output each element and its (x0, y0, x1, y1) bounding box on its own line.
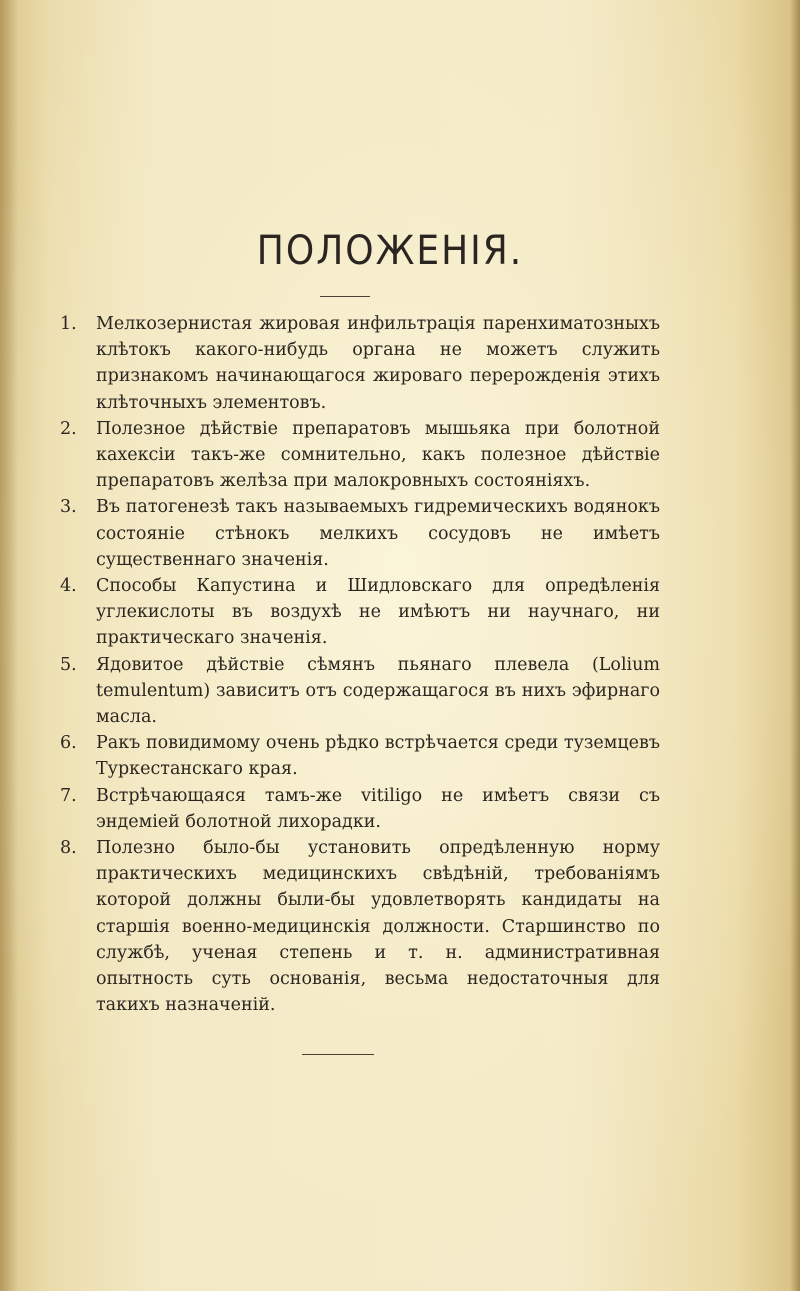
thesis-number: 8. (60, 838, 77, 859)
thesis-number: 4. (60, 576, 77, 597)
thesis-item-3 (60, 494, 660, 573)
thesis-text: Полезное дѣйствіе препаратовъ мышьяка при болотной кахексіи такъ-же сомнительно, какъ полезное дѣйствіе препаратовъ желѣза при малокровныхъ состояніяхъ. (96, 418, 660, 492)
page-title: ПОЛОЖЕНІЯ. (256, 228, 524, 274)
thesis-number: 1. (60, 314, 77, 334)
thesis-number: 2. (60, 418, 77, 439)
thesis-item-8 (60, 835, 660, 1018)
thesis-item-7 (60, 783, 660, 835)
thesis-item-1 (60, 311, 660, 416)
thesis-text: Въ патогенезѣ такъ называемыхъ гидремическихъ водянокъ состояніе стѣнокъ мелкихъ сосудовъ не имѣетъ существеннаго значенія. (96, 497, 660, 570)
thesis-number: 5. (60, 654, 77, 675)
thesis-number: 7. (60, 785, 77, 806)
title-divider (320, 296, 370, 297)
closing-divider (302, 1054, 374, 1055)
thesis-item-2 (60, 416, 660, 495)
thesis-item-5 (60, 652, 660, 731)
theses-list (60, 311, 660, 1018)
thesis-item-4 (60, 573, 660, 652)
thesis-item-6 (60, 730, 660, 782)
page-spine-shadow (0, 0, 18, 1291)
thesis-text: Способы Капустина и Шидловскаго для опредѣленія углекислоты въ воздухѣ не имѣютъ ни научнаго, ни практическаго значенія. (96, 576, 660, 649)
thesis-text: Мелкозернистая жировая инфильтрація паренхиматозныхъ клѣтокъ какого-нибудь органа не можетъ служить признакомъ начинающагося жироваго перерожденія этихъ клѣточныхъ элементовъ. (96, 314, 660, 413)
thesis-text: Ядовитое дѣйствіе сѣмянъ пьянаго плевела (Lolium temulentum) зависитъ отъ содержащагося въ нихъ эфирнаго масла. (96, 654, 660, 728)
thesis-number: 6. (60, 733, 77, 754)
thesis-number: 3. (60, 497, 77, 518)
thesis-text: Полезно было-бы установить опредѣленную норму практическихъ медицинскихъ свѣдѣній, требованіямъ которой должны были-бы удовлетворять кандидаты на старшія военно-медицинскія должности. Старшинство по службѣ, ученая степень и т. н. административная опытность суть основанія, весьма недостаточныя для такихъ назначеній. (96, 838, 660, 1016)
page-edge-shadow (790, 0, 800, 1291)
thesis-text: Встрѣчающаяся тамъ-же vitiligo не имѣетъ связи съ эндеміей болотной лихорадки. (96, 785, 660, 832)
thesis-text: Ракъ повидимому очень рѣдко встрѣчается среди туземцевъ Туркестанскаго края. (96, 733, 660, 780)
